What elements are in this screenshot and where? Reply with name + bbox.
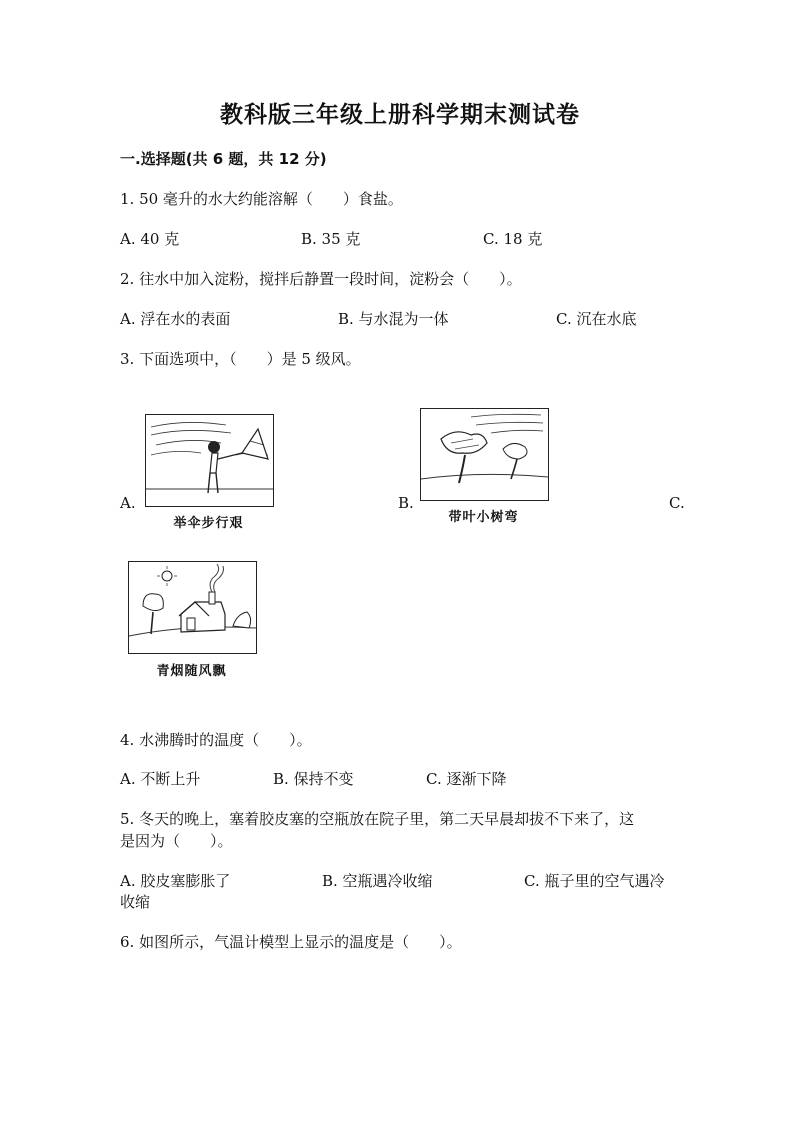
picture-umbrella-wind bbox=[145, 414, 274, 507]
picture-bending-trees bbox=[420, 408, 549, 501]
question-4-stem: 4. 水沸腾时的温度（ ）。 bbox=[120, 731, 312, 749]
question-6-stem: 6. 如图所示，气温计模型上显示的温度是（ ）。 bbox=[120, 933, 462, 951]
question-4-option-a: A. 不断上升 bbox=[120, 770, 201, 788]
question-2-option-a: A. 浮在水的表面 bbox=[120, 310, 231, 328]
question-5-option-b: B. 空瓶遇冷收缩 bbox=[322, 872, 433, 890]
question-3-option-a: A. bbox=[120, 494, 136, 512]
question-3-stem: 3. 下面选项中，（ ）是 5 级风。 bbox=[120, 350, 361, 368]
question-5-stem-line-2: 是因为（ ）。 bbox=[120, 832, 233, 850]
question-5-option-c-wrap: 收缩 bbox=[120, 893, 151, 911]
question-4-option-b: B. 保持不变 bbox=[273, 770, 354, 788]
picture-caption-a: 举伞步行艰 bbox=[173, 516, 244, 531]
question-4-option-c: C. 逐渐下降 bbox=[426, 770, 507, 788]
page-title: 教科版三年级上册科学期末测试卷 bbox=[220, 102, 580, 128]
question-1-option-b: B. 35 克 bbox=[301, 230, 361, 248]
question-2-option-b: B. 与水混为一体 bbox=[338, 310, 449, 328]
question-5-option-a: A. 胶皮塞膨胀了 bbox=[120, 872, 231, 890]
question-5-option-c: C. 瓶子里的空气遇冷 bbox=[524, 872, 665, 890]
question-3-option-b: B. bbox=[398, 494, 414, 512]
question-1-option-a: A. 40 克 bbox=[120, 230, 180, 248]
picture-caption-b: 带叶小树弯 bbox=[448, 510, 519, 525]
question-2-stem: 2. 往水中加入淀粉，搅拌后静置一段时间，淀粉会（ ）。 bbox=[120, 270, 522, 288]
question-3-option-c: C. bbox=[669, 494, 685, 512]
picture-caption-c: 青烟随风飘 bbox=[156, 664, 227, 679]
question-5-stem-line-1: 5. 冬天的晚上，塞着胶皮塞的空瓶放在院子里，第二天早晨却拔不下来了，这 bbox=[120, 810, 635, 828]
picture-chimney-smoke bbox=[128, 561, 257, 654]
question-1-option-c: C. 18 克 bbox=[483, 230, 543, 248]
section-heading: 一.选择题(共 6 题，共 12 分) bbox=[120, 150, 327, 168]
question-1-stem: 1. 50 毫升的水大约能溶解（ ）食盐。 bbox=[120, 190, 403, 208]
question-2-option-c: C. 沉在水底 bbox=[556, 310, 637, 328]
